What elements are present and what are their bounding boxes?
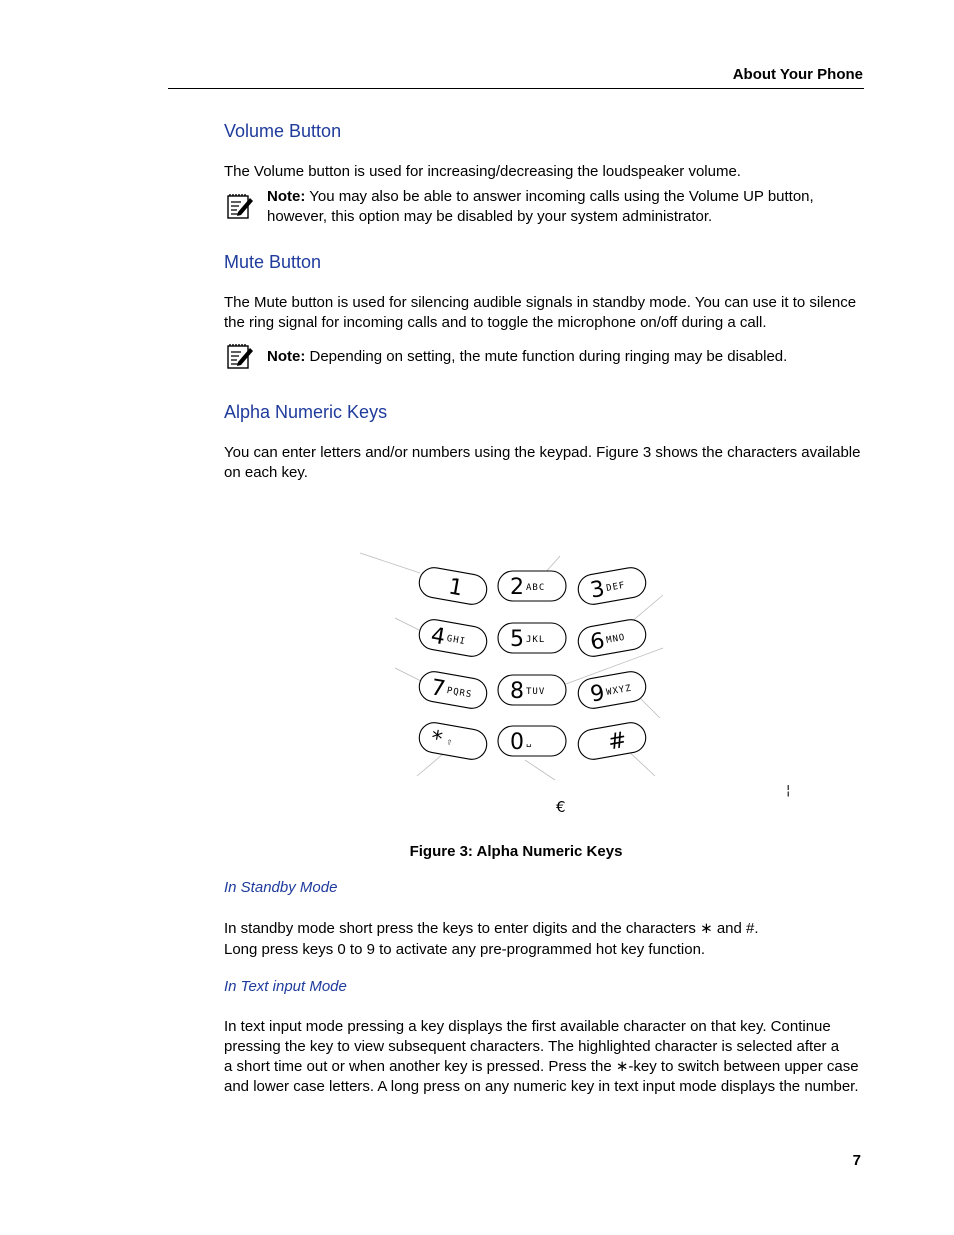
key-digit: # [606, 727, 629, 756]
key-letters: TUV [526, 687, 546, 697]
keypad-key-5 [498, 623, 566, 653]
textinput-heading: In Text input Mode [224, 978, 347, 995]
textinput-body [224, 1017, 874, 1097]
volume-heading: Volume Button [224, 121, 342, 141]
standby-body-line: Long press keys 0 to 9 to activate any pre-programmed hot key function. [224, 941, 706, 958]
keypad-key-2 [498, 571, 566, 601]
keypad-key-4 [417, 617, 489, 658]
keys-group [417, 565, 648, 761]
keypad-key-hash [576, 720, 648, 761]
note-label: Note: [267, 188, 306, 205]
keypad-key-3 [576, 565, 648, 606]
volume-note [267, 187, 867, 227]
key-letters: MNO [605, 632, 627, 646]
mute-heading: Mute Button [224, 252, 322, 272]
key-letters: JKL [526, 635, 546, 645]
note-icon [226, 192, 254, 220]
header-rule [168, 88, 864, 89]
volume-body: The Volume button is used for increasing/decreasing the loudspeaker volume. [224, 163, 741, 180]
note-text: You may also be able to answer incoming calls using the Volume UP button, [305, 188, 814, 205]
note-text: Depending on setting, the mute function during ringing may be disabled. [305, 348, 788, 365]
standby-body [224, 918, 866, 960]
note-label: Note: [267, 348, 306, 365]
textinput-body-line: and lower case letters. A long press on any numeric key in text input mode displays the number. [224, 1078, 859, 1095]
key-digit: * [428, 726, 445, 753]
key-digit: 3 [588, 576, 607, 604]
standby-heading: In Standby Mode [224, 879, 338, 896]
key-digit: 7 [428, 675, 448, 703]
figure-caption: Figure 3: Alpha Numeric Keys [409, 843, 623, 860]
key-digit: 2 [510, 575, 524, 600]
key-digit: 4 [428, 623, 448, 651]
key-digit: 0 [510, 730, 524, 755]
alpha-heading: Alpha Numeric Keys [224, 402, 388, 422]
key-letters: GHI [445, 634, 467, 648]
key-digit: 5 [510, 627, 524, 652]
euro-symbol: € [556, 798, 566, 816]
alpha-body-line: on each key. [224, 464, 308, 481]
textinput-body-line: pressing the key to view subsequent characters. The highlighted character is selected after a [224, 1038, 840, 1055]
keypad-key-0 [498, 726, 566, 756]
key-digit: 6 [588, 628, 607, 656]
keypad-key-6 [576, 617, 648, 658]
keypad-key-1 [417, 565, 489, 606]
key-digit: 8 [510, 679, 524, 704]
textinput-body-line: In text input mode pressing a key displays the first available character on that key. Continue [224, 1018, 831, 1035]
tick-mark: ¦ [786, 783, 791, 798]
key-letters: ␣ [526, 738, 533, 748]
textinput-body-line: a short time out or when another key is pressed. Press the ∗-key to switch between upper case [224, 1058, 859, 1075]
key-letters: WXYZ [605, 683, 633, 698]
keypad-figure [355, 548, 815, 823]
alpha-body [224, 443, 866, 483]
note-text: however, this option may be disabled by your system administrator. [267, 208, 713, 225]
keypad-key-star [417, 720, 489, 761]
mute-note [267, 347, 867, 367]
standby-body-line: In standby mode short press the keys to enter digits and the characters ∗ and #. [224, 920, 759, 937]
key-digit: 9 [588, 680, 607, 708]
mute-body-line: The Mute button is used for silencing audible signals in standby mode. You can use it to silence [224, 294, 857, 311]
mute-body-line: the ring signal for incoming calls and to toggle the microphone on/off during a call. [224, 314, 767, 331]
page-number: 7 [852, 1152, 861, 1169]
key-letters: DEF [605, 580, 627, 594]
alpha-body-line: You can enter letters and/or numbers using the keypad. Figure 3 shows the characters available [224, 444, 861, 461]
running-header: About Your Phone [732, 66, 863, 83]
key-letters: PQRS [445, 686, 473, 701]
key-letters: ⇧ [445, 737, 454, 748]
note-icon [226, 342, 254, 370]
keypad-key-7 [417, 669, 489, 710]
keypad-key-9 [576, 669, 648, 710]
mute-body [224, 293, 866, 333]
key-digit: 1 [446, 574, 465, 602]
keypad-key-8 [498, 675, 566, 705]
key-letters: ABC [526, 583, 546, 593]
